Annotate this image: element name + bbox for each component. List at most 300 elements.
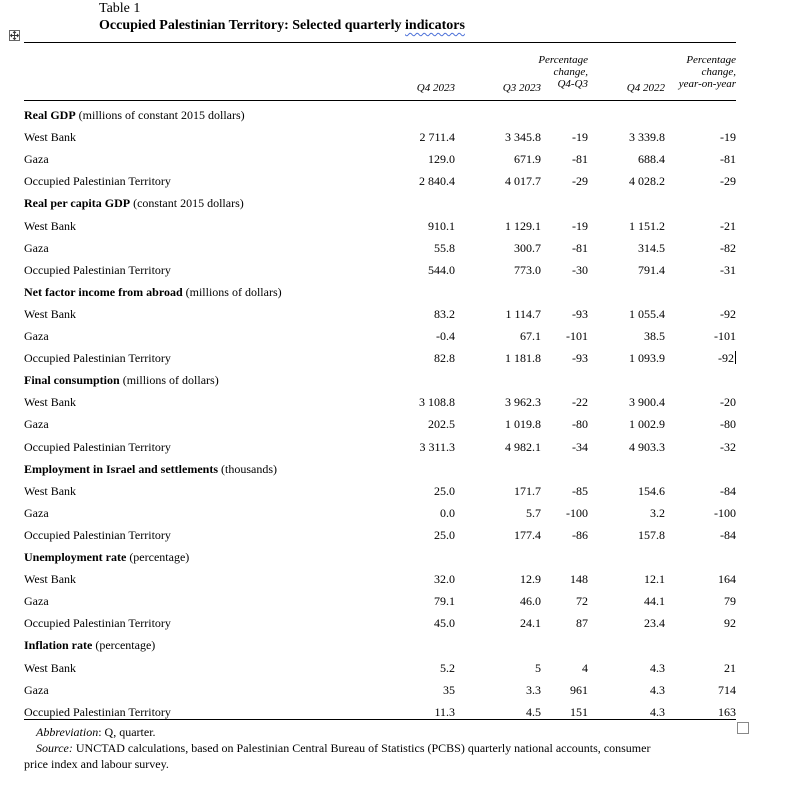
section-header-unit: (constant 2015 dollars)	[130, 196, 244, 211]
value-pct-change-q4-q3	[566, 325, 588, 347]
header-q3-2023: Q3 2023	[502, 82, 541, 94]
value-q4-2022	[644, 325, 665, 347]
value-q3-2023	[520, 568, 541, 590]
value-q4-2023	[428, 413, 455, 435]
value-q3-2023	[505, 215, 541, 237]
cell-text: 3 900.4	[629, 395, 665, 410]
cell-text: -82	[720, 240, 736, 255]
value-pct-change-yoy	[720, 436, 736, 458]
cell-text: 38.5	[644, 329, 665, 343]
cell-text: 82.8	[434, 351, 455, 366]
value-q4-2022	[629, 126, 665, 148]
table-row	[24, 590, 736, 612]
value-pct-change-yoy	[720, 303, 736, 325]
section-header-label	[24, 634, 155, 656]
table-row	[24, 126, 736, 148]
cell-text: -0.4	[436, 329, 455, 343]
table-row	[24, 148, 736, 170]
cell-text: -101	[714, 329, 736, 343]
section-header-bold: Employment in Israel and settlements	[24, 461, 218, 476]
value-pct-change-yoy	[714, 502, 736, 524]
value-pct-change-q4-q3	[570, 568, 588, 590]
value-pct-change-q4-q3	[570, 679, 588, 701]
cell-text: 5.7	[526, 505, 541, 520]
cell-text: -85	[572, 483, 588, 498]
cell-text: -19	[720, 130, 736, 145]
cell-text: -80	[572, 417, 588, 432]
cell-text: 314.5	[638, 240, 665, 255]
source-note	[36, 740, 650, 756]
abbreviation-text: : Q, quarter.	[98, 725, 156, 739]
cell-text: 79	[724, 594, 736, 609]
cell-text: 87	[576, 616, 588, 631]
section-header-bold: Final consumption	[24, 373, 120, 388]
value-pct-change-yoy	[720, 126, 736, 148]
cell-text: 1 151.2	[629, 218, 665, 233]
cell-text: 544.0	[428, 262, 455, 277]
cell-text: 4 982.1	[505, 439, 541, 454]
row-label: Occupied Palestinian Territory	[24, 262, 171, 277]
value-q4-2023	[434, 303, 455, 325]
value-pct-change-q4-q3	[572, 303, 588, 325]
cell-text: -100	[714, 505, 736, 520]
value-q4-2023	[434, 524, 455, 546]
cell-text: 961	[570, 682, 588, 697]
table-resize-handle-icon[interactable]	[737, 722, 749, 734]
cell-text: -19	[572, 218, 588, 233]
cell-text: 5	[535, 660, 541, 675]
abbreviation-note	[36, 724, 156, 740]
cell-text: 202.5	[428, 417, 455, 432]
cell-text: 11.3	[434, 704, 455, 719]
cell-text: -22	[572, 395, 588, 410]
cell-text: 0.0	[440, 505, 455, 520]
value-pct-change-q4-q3	[566, 502, 588, 524]
value-q3-2023	[526, 502, 541, 524]
value-q4-2022	[638, 148, 665, 170]
cell-text: 1 181.8	[505, 351, 541, 366]
cell-text: 4.3	[650, 704, 665, 719]
cell-text: 300.7	[514, 240, 541, 255]
value-pct-change-q4-q3	[576, 612, 588, 634]
cell-text: 4 028.2	[629, 174, 665, 189]
value-q4-2022	[638, 480, 665, 502]
value-q3-2023	[514, 259, 541, 281]
section-header-row	[24, 458, 736, 480]
section-header-row	[24, 546, 736, 568]
value-q4-2023	[428, 148, 455, 170]
section-header-label	[24, 192, 244, 214]
cell-text: 148	[570, 572, 588, 587]
table-row	[24, 237, 736, 259]
row-label: West Bank	[24, 395, 77, 410]
value-q4-2022	[629, 436, 665, 458]
cell-text: 1 055.4	[629, 306, 665, 321]
value-pct-change-q4-q3	[572, 391, 588, 413]
section-header-unit: (millions of dollars)	[119, 373, 219, 388]
cell-text: 55.8	[434, 240, 455, 255]
section-header-row	[24, 634, 736, 656]
value-q3-2023	[505, 303, 541, 325]
spellcheck-flagged-word[interactable]: indicators	[405, 18, 465, 33]
cell-text: 72	[576, 594, 588, 609]
row-label: Gaza	[24, 594, 49, 609]
bottom-rule	[24, 719, 736, 720]
table-row	[24, 436, 736, 458]
value-q3-2023	[514, 237, 541, 259]
value-q3-2023	[520, 325, 541, 347]
section-header-unit: (millions of constant 2015 dollars)	[75, 108, 245, 122]
cell-text: 4 903.3	[629, 439, 665, 454]
source-label: Source:	[36, 741, 73, 755]
value-q4-2022	[629, 413, 665, 435]
header-pct-yoy-line3: year-on-year	[678, 78, 736, 90]
value-q4-2022	[644, 590, 665, 612]
value-pct-change-yoy	[720, 413, 736, 435]
value-pct-change-yoy	[714, 325, 736, 347]
row-label: Gaza	[24, 152, 49, 167]
section-header-unit: (millions of dollars)	[182, 284, 282, 299]
cell-text: 714	[718, 682, 736, 697]
cell-text: 3 108.8	[419, 395, 455, 410]
row-label: Occupied Palestinian Territory	[24, 174, 171, 189]
table-row	[24, 502, 736, 524]
cell-text: 1 093.9	[629, 351, 665, 366]
table-row	[24, 391, 736, 413]
table-title	[99, 18, 465, 34]
value-q3-2023	[505, 391, 541, 413]
section-header-bold: Net factor income from abroad	[24, 284, 183, 299]
value-q4-2022	[629, 215, 665, 237]
cell-text: 3.3	[526, 682, 541, 697]
row-label: West Bank	[24, 130, 77, 145]
value-pct-change-q4-q3	[572, 126, 588, 148]
cell-text: -84	[720, 527, 736, 542]
row-label: West Bank	[24, 483, 77, 498]
cell-text: 12.9	[520, 572, 541, 587]
value-pct-change-q4-q3	[576, 590, 588, 612]
section-header-unit: (thousands)	[218, 461, 277, 476]
cell-text: 2 711.4	[419, 130, 455, 145]
header-q4-2023: Q4 2023	[416, 82, 455, 94]
value-pct-change-yoy	[718, 568, 736, 590]
table-row	[24, 679, 736, 701]
section-header-label	[24, 546, 189, 568]
value-q4-2022	[629, 391, 665, 413]
cell-text: -34	[572, 439, 588, 454]
section-header-row	[24, 281, 736, 303]
section-header-label	[24, 369, 219, 391]
value-pct-change-yoy	[724, 657, 736, 679]
header-pct-yoy-line1: Percentage	[686, 54, 736, 66]
value-q4-2023	[419, 391, 455, 413]
value-pct-change-yoy	[718, 347, 736, 369]
cell-text: -101	[566, 329, 588, 343]
value-q4-2023	[434, 237, 455, 259]
cell-text: 910.1	[428, 218, 455, 233]
value-q4-2022	[629, 170, 665, 192]
text-cursor	[735, 351, 736, 364]
cell-text: 83.2	[434, 306, 455, 321]
row-label: West Bank	[24, 306, 77, 321]
value-q4-2022	[629, 303, 665, 325]
value-q3-2023	[505, 126, 541, 148]
row-label: Occupied Palestinian Territory	[24, 439, 171, 454]
value-q4-2023	[419, 436, 455, 458]
cell-text: 1 129.1	[505, 218, 541, 233]
cell-text: 163	[718, 704, 736, 719]
row-label: West Bank	[24, 218, 77, 233]
cell-text: -30	[572, 262, 588, 277]
value-pct-change-q4-q3	[582, 657, 588, 679]
value-pct-change-yoy	[724, 612, 736, 634]
value-q3-2023	[505, 170, 541, 192]
table-row	[24, 480, 736, 502]
value-q4-2022	[650, 657, 665, 679]
value-q4-2023	[434, 568, 455, 590]
row-label: West Bank	[24, 572, 77, 587]
section-header-label	[24, 458, 277, 480]
section-header-unit: (percentage)	[126, 550, 190, 564]
value-pct-change-yoy	[718, 679, 736, 701]
value-q4-2022	[644, 568, 665, 590]
value-pct-change-yoy	[720, 170, 736, 192]
cell-text: 35	[443, 682, 455, 697]
section-header-label	[24, 104, 245, 126]
value-pct-change-yoy	[720, 148, 736, 170]
row-label: Occupied Palestinian Territory	[24, 616, 171, 631]
cell-text: 12.1	[644, 572, 665, 587]
header-q4-2022: Q4 2022	[626, 82, 665, 94]
row-label: Gaza	[24, 240, 49, 255]
value-pct-change-q4-q3	[572, 436, 588, 458]
value-q4-2022	[638, 259, 665, 281]
cell-text: 688.4	[638, 152, 665, 167]
value-q4-2023	[434, 480, 455, 502]
cell-text: 4.5	[526, 704, 541, 719]
source-note-line2: price index and labour survey.	[24, 757, 169, 771]
cell-text: -29	[572, 174, 588, 189]
header-pct-yoy-line2: change,	[701, 66, 736, 78]
header-rule	[24, 100, 736, 101]
row-label: West Bank	[24, 660, 77, 675]
table-row	[24, 303, 736, 325]
cell-text: -80	[720, 417, 736, 432]
value-q4-2023	[428, 215, 455, 237]
table-row	[24, 612, 736, 634]
cell-text: 3 962.3	[505, 395, 541, 410]
cell-text: 2 840.4	[419, 174, 455, 189]
cell-text: 4 017.7	[505, 174, 541, 189]
value-pct-change-q4-q3	[572, 237, 588, 259]
value-q3-2023	[514, 524, 541, 546]
cell-text: 177.4	[514, 527, 541, 542]
cell-text: 4	[582, 660, 588, 675]
cell-text: -81	[720, 152, 736, 167]
value-pct-change-q4-q3	[572, 480, 588, 502]
cell-text: 151	[570, 704, 588, 719]
value-pct-change-q4-q3	[572, 259, 588, 281]
value-q3-2023	[505, 347, 541, 369]
cell-text: -31	[720, 262, 736, 277]
cell-text: -93	[572, 351, 588, 366]
cell-text: 4.3	[650, 660, 665, 675]
cell-text: 171.7	[514, 483, 541, 498]
value-q4-2023	[436, 325, 455, 347]
value-q4-2022	[650, 679, 665, 701]
table-title-text: Occupied Palestinian Territory: Selected quarterly	[99, 18, 406, 33]
value-pct-change-q4-q3	[572, 347, 588, 369]
value-q4-2023	[440, 502, 455, 524]
header-pct-change-yoy	[660, 54, 736, 90]
table-row	[24, 325, 736, 347]
row-label: Occupied Palestinian Territory	[24, 704, 171, 719]
cell-text: -19	[572, 130, 588, 145]
section-header-bold: Unemployment rate	[24, 550, 127, 564]
cell-text: 67.1	[520, 329, 541, 343]
value-q3-2023	[520, 612, 541, 634]
value-pct-change-yoy	[720, 259, 736, 281]
value-q4-2022	[644, 612, 665, 634]
table-row	[24, 524, 736, 546]
value-q4-2023	[434, 347, 455, 369]
table-row	[24, 347, 736, 369]
value-q3-2023	[520, 590, 541, 612]
value-q3-2023	[505, 436, 541, 458]
row-label: Gaza	[24, 682, 49, 697]
cell-text: -21	[720, 218, 736, 233]
cell-text: 21	[724, 660, 736, 675]
table-label: Table 1	[99, 1, 141, 16]
section-header-row	[24, 369, 736, 391]
cell-text: -100	[566, 505, 588, 520]
cell-text: 25.0	[434, 483, 455, 498]
value-q4-2023	[440, 657, 455, 679]
source-text-line1: UNCTAD calculations, based on Palestinian Central Bureau of Statistics (PCBS) quarterly national accounts, consumer	[72, 741, 651, 755]
row-label: Occupied Palestinian Territory	[24, 527, 171, 542]
table-row	[24, 259, 736, 281]
value-q3-2023	[505, 413, 541, 435]
cell-text: 92	[724, 616, 736, 631]
value-q3-2023	[514, 148, 541, 170]
section-header-bold: Real GDP	[24, 108, 76, 122]
value-pct-change-q4-q3	[572, 170, 588, 192]
top-rule	[24, 42, 736, 43]
header-pct-change-q4-q3	[520, 54, 588, 90]
value-pct-change-q4-q3	[572, 148, 588, 170]
row-label: Gaza	[24, 505, 49, 520]
value-pct-change-yoy	[720, 524, 736, 546]
section-header-bold: Inflation rate	[24, 638, 93, 653]
table-row	[24, 657, 736, 679]
value-q3-2023	[535, 657, 541, 679]
cell-text: -81	[572, 152, 588, 167]
cell-text: 24.1	[520, 616, 541, 631]
table-move-handle-icon[interactable]	[9, 30, 20, 41]
table-row	[24, 568, 736, 590]
value-pct-change-yoy	[720, 237, 736, 259]
cell-text: 4.3	[650, 682, 665, 697]
cell-text: -20	[720, 395, 736, 410]
cell-text: 25.0	[434, 527, 455, 542]
cell-text: -86	[572, 527, 588, 542]
cell-text: 1 019.8	[505, 417, 541, 432]
value-pct-change-q4-q3	[572, 413, 588, 435]
value-q4-2022	[638, 524, 665, 546]
cell-text: 1 114.7	[505, 306, 541, 321]
value-q4-2023	[428, 259, 455, 281]
cell-text: 3 339.8	[629, 130, 665, 145]
value-q4-2023	[434, 612, 455, 634]
value-q4-2022	[638, 237, 665, 259]
cell-text: 23.4	[644, 616, 665, 631]
cell-text: 3 311.3	[419, 439, 455, 454]
cell-text: 157.8	[638, 527, 665, 542]
cell-text: -92	[720, 306, 736, 321]
cell-text: 44.1	[644, 594, 665, 609]
cell-text: 3.2	[650, 505, 665, 520]
cell-text: 129.0	[428, 152, 455, 167]
abbreviation-label: Abbreviation	[36, 725, 99, 739]
section-header-row	[24, 192, 736, 214]
section-header-label	[24, 281, 282, 303]
value-pct-change-yoy	[724, 590, 736, 612]
cell-text: -29	[720, 174, 736, 189]
table-row	[24, 413, 736, 435]
value-pct-change-yoy	[720, 391, 736, 413]
cell-text: 5.2	[440, 660, 455, 675]
cell-text: -32	[720, 439, 736, 454]
cell-text: 791.4	[638, 262, 665, 277]
cell-text: 164	[718, 572, 736, 587]
row-label: Occupied Palestinian Territory	[24, 351, 171, 366]
table-row	[24, 215, 736, 237]
value-q4-2023	[419, 170, 455, 192]
section-header-row	[24, 104, 736, 126]
value-pct-change-yoy	[720, 215, 736, 237]
header-pct-change-line2: change,	[553, 66, 588, 78]
cell-text: 154.6	[638, 483, 665, 498]
header-pct-change-line3: Q4-Q3	[557, 78, 588, 90]
cell-text: 3 345.8	[505, 130, 541, 145]
cell-text: 1 002.9	[629, 417, 665, 432]
cell-text: -92	[718, 351, 734, 366]
cell-text: -93	[572, 306, 588, 321]
value-q3-2023	[526, 679, 541, 701]
value-pct-change-q4-q3	[572, 215, 588, 237]
cell-text: -84	[720, 483, 736, 498]
cell-text: -81	[572, 240, 588, 255]
cell-text: 79.1	[434, 594, 455, 609]
value-q4-2023	[443, 679, 455, 701]
cell-text: 32.0	[434, 572, 455, 587]
value-q4-2023	[419, 126, 455, 148]
value-q4-2023	[434, 590, 455, 612]
value-q3-2023	[514, 480, 541, 502]
cell-text: 671.9	[514, 152, 541, 167]
table-row	[24, 170, 736, 192]
row-label: Gaza	[24, 329, 49, 343]
row-label: Gaza	[24, 417, 49, 432]
value-pct-change-yoy	[720, 480, 736, 502]
value-q4-2022	[650, 502, 665, 524]
header-pct-change-line1: Percentage	[538, 54, 588, 66]
value-q4-2022	[629, 347, 665, 369]
value-pct-change-q4-q3	[572, 524, 588, 546]
cell-text: 773.0	[514, 262, 541, 277]
cell-text: 45.0	[434, 616, 455, 631]
section-header-bold: Real per capita GDP	[24, 196, 131, 211]
